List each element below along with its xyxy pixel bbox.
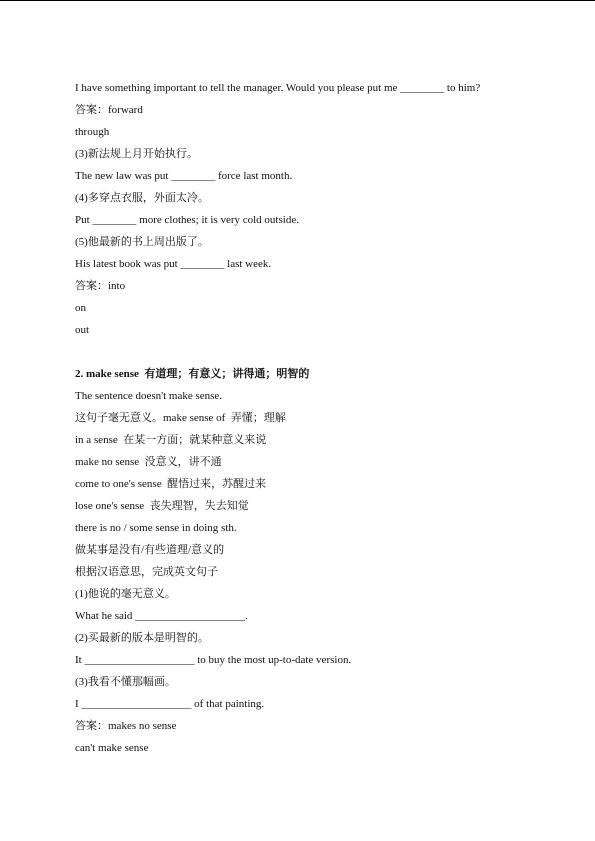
section-spacer bbox=[75, 341, 575, 363]
answer-line: out bbox=[75, 324, 90, 336]
exercise-sentence: I have something important to tell the manager. Would you please put me ________ to him? bbox=[75, 82, 481, 94]
exercise-sentence: The new law was put ________ force last month. bbox=[75, 170, 293, 182]
exercise-sentence: His latest book was put ________ last week. bbox=[75, 258, 272, 270]
exercise-sentence: It ____________________ to buy the most up-to-date version. bbox=[75, 654, 352, 666]
document-body bbox=[75, 77, 575, 759]
top-border-line bbox=[0, 0, 595, 1]
phrase-line: lose one's sense 丧失理智，失去知觉 bbox=[75, 500, 249, 512]
phrase-line: 做某事是没有/有些道理/意义的 bbox=[75, 544, 225, 556]
phrase-line: in a sense 在某一方面；就某种意义来说 bbox=[75, 434, 267, 446]
exercise-prompt: (1)他说的毫无意义。 bbox=[75, 588, 176, 600]
exercise-prompt: (3)新法规上月开始执行。 bbox=[75, 148, 198, 160]
answer-line: 答案：forward bbox=[75, 104, 143, 116]
section-heading: 2. make sense 有道理；有意义；讲得通；明智的 bbox=[75, 368, 310, 380]
example-sentence: The sentence doesn't make sense. bbox=[75, 390, 223, 402]
exercise-prompt: (3)我看不懂那幅画。 bbox=[75, 676, 176, 688]
section-put-phrases bbox=[75, 77, 575, 341]
exercise-sentence: What he said ____________________. bbox=[75, 610, 248, 622]
exercise-prompt: (2)买最新的版本是明智的。 bbox=[75, 632, 209, 644]
answer-line: through bbox=[75, 126, 110, 138]
answer-line: 答案：makes no sense bbox=[75, 720, 177, 732]
answer-line: 答案：into bbox=[75, 280, 126, 292]
phrase-line: there is no / some sense in doing sth. bbox=[75, 522, 237, 534]
answer-line: can't make sense bbox=[75, 742, 149, 754]
exercise-sentence: Put ________ more clothes; it is very cold outside. bbox=[75, 214, 299, 226]
section-make-sense bbox=[75, 363, 575, 759]
phrase-line: come to one's sense 醒悟过来，苏醒过来 bbox=[75, 478, 267, 490]
phrase-line: 这句子毫无意义。make sense of 弄懂；理解 bbox=[75, 412, 286, 424]
instruction-line: 根据汉语意思，完成英文句子 bbox=[75, 566, 218, 578]
exercise-prompt: (5)他最新的书上周出版了。 bbox=[75, 236, 209, 248]
exercise-sentence: I ____________________ of that painting. bbox=[75, 698, 265, 710]
exercise-prompt: (4)多穿点衣服，外面太冷。 bbox=[75, 192, 209, 204]
phrase-line: make no sense 没意义，讲不通 bbox=[75, 456, 222, 468]
answer-line: on bbox=[75, 302, 86, 314]
